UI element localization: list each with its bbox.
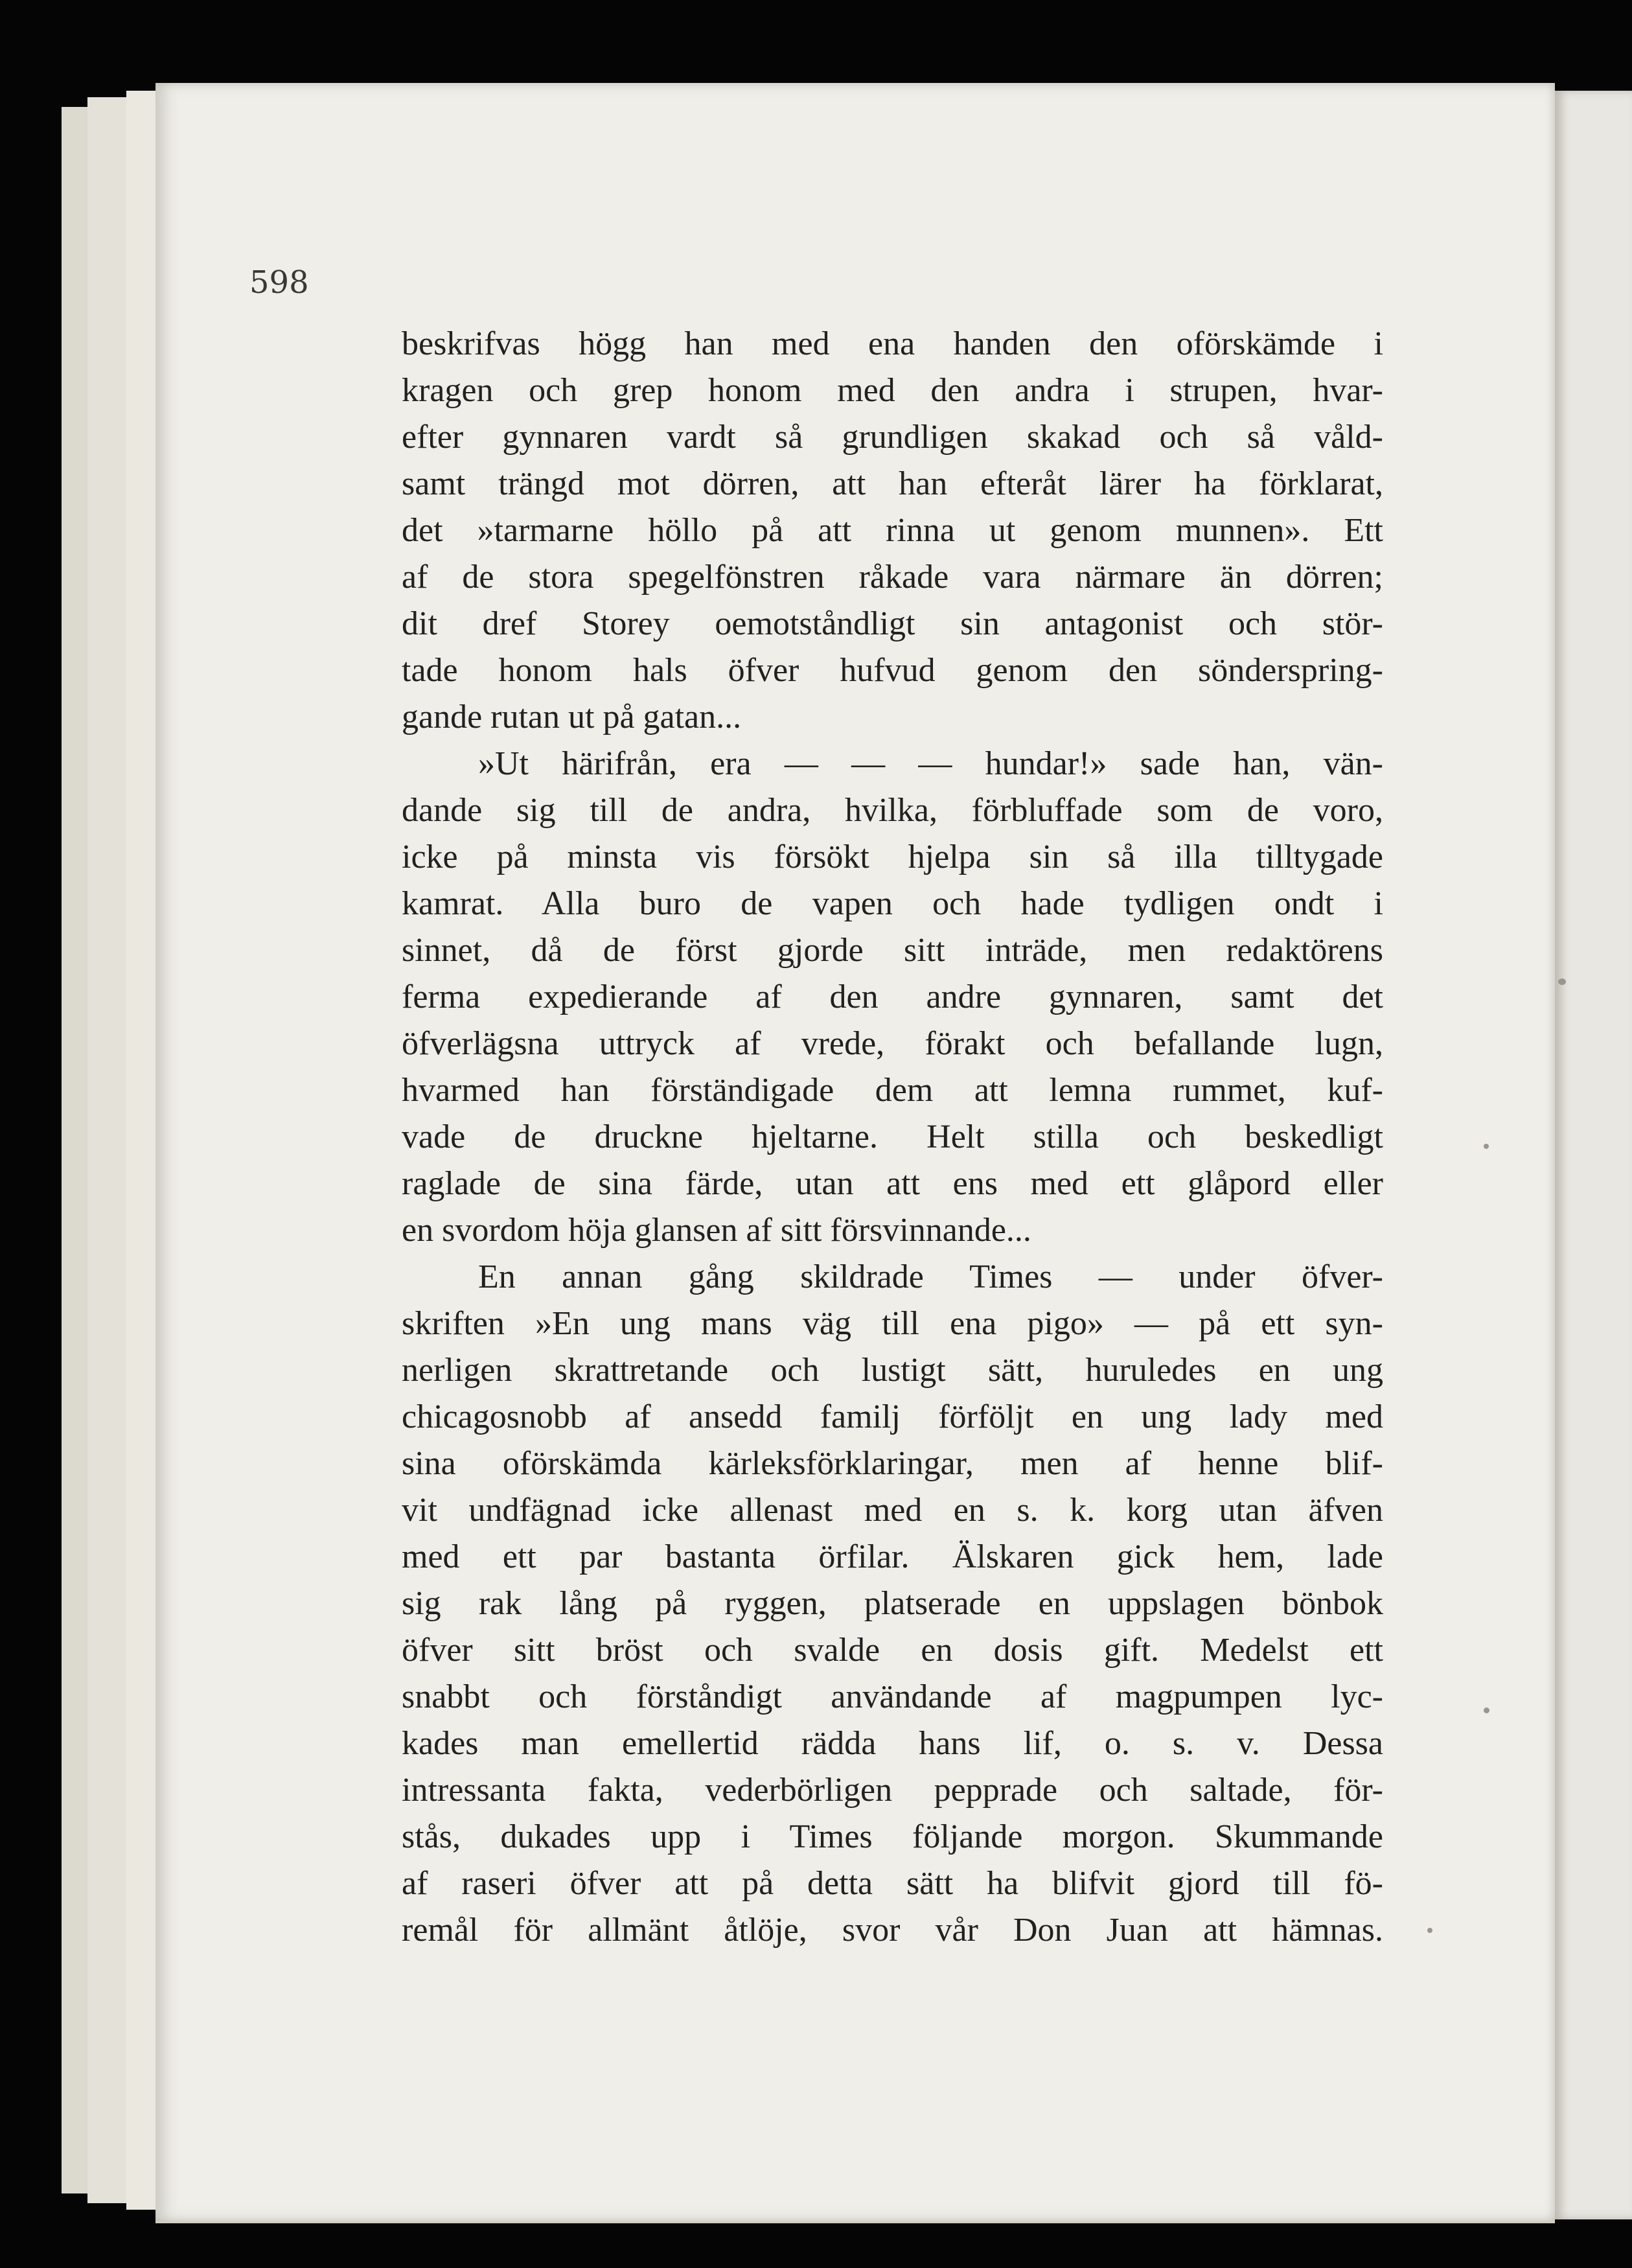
text-line: intressanta fakta, vederbörligen pepprade och saltade, för-	[402, 1772, 1383, 1809]
text-line: icke på minsta vis försökt hjelpa sin så illa tilltygade	[402, 839, 1383, 875]
text-line: nerligen skrattretande och lustigt sätt, huruledes en ung	[402, 1352, 1383, 1389]
text-line: remål för allmänt åtlöje, svor vår Don Juan att hämnas.	[402, 1912, 1383, 1949]
text-line: stås, dukades upp i Times följande morgon. Skummande	[402, 1818, 1383, 1855]
text-line: sig rak lång på ryggen, platserade en uppslagen bönbok	[402, 1585, 1383, 1622]
text-line: chicagosnobb af ansedd familj förföljt en ung lady med	[402, 1398, 1383, 1435]
text-line: beskrifvas högg han med ena handen den oförskämde i	[402, 325, 1383, 362]
page-edge-left-middle	[87, 97, 128, 2203]
paper-speck	[1484, 1144, 1489, 1149]
page-edge-left-outer	[62, 107, 89, 2193]
body-text	[402, 321, 1383, 1954]
text-line: sina oförskämda kärleksförklaringar, men af henne blif-	[402, 1445, 1383, 1482]
paper-speck	[1427, 1928, 1432, 1933]
text-line: kades man emellertid rädda hans lif, o. s. v. Dessa	[402, 1725, 1383, 1762]
text-line: samt trängd mot dörren, att han efteråt lärer ha förklarat,	[402, 465, 1383, 502]
text-line: »Ut härifrån, era — — — hundar!» sade han, vän-	[478, 745, 1383, 782]
text-line: vit undfägnad icke allenast med en s. k. korg utan äfven	[402, 1492, 1383, 1529]
text-line: öfverlägsna uttryck af vrede, förakt och befallande lugn,	[402, 1025, 1383, 1062]
page-edge-left-inner	[126, 91, 157, 2210]
paper-speck	[1558, 978, 1566, 985]
text-line: kragen och grep honom med den andra i strupen, hvar-	[402, 372, 1383, 409]
text-line: hvarmed han förständigade dem att lemna rummet, kuf-	[402, 1072, 1383, 1109]
text-line: tade honom hals öfver hufvud genom den sönderspring-	[402, 652, 1383, 689]
text-line: efter gynnaren vardt så grundligen skakad och så våld-	[402, 419, 1383, 456]
text-line: raglade de sina färde, utan att ens med ett glåpord eller	[402, 1165, 1383, 1202]
text-line: dande sig till de andra, hvilka, förbluffade som de voro,	[402, 792, 1383, 829]
text-line: vade de druckne hjeltarne. Helt stilla och beskedligt	[402, 1118, 1383, 1155]
text-line: med ett par bastanta örfilar. Älskaren gick hem, lade	[402, 1538, 1383, 1575]
text-line: dit dref Storey oemotståndligt sin antagonist och stör-	[402, 605, 1383, 642]
text-line: af raseri öfver att på detta sätt ha blifvit gjord till fö-	[402, 1865, 1383, 1902]
text-line: öfver sitt bröst och svalde en dosis gift. Medelst ett	[402, 1632, 1383, 1669]
text-line: en svordom höja glansen af sitt försvinnande...	[402, 1212, 1031, 1249]
text-line: snabbt och förståndigt användande af magpumpen lyc-	[402, 1678, 1383, 1715]
text-line: det »tarmarne höllo på att rinna ut genom munnen». Ett	[402, 512, 1383, 549]
text-line: gande rutan ut på gatan...	[402, 699, 742, 735]
text-line: sinnet, då de först gjorde sitt inträde, men redaktörens	[402, 932, 1383, 969]
text-line: kamrat. Alla buro de vapen och hade tydligen ondt i	[402, 885, 1383, 922]
text-line: af de stora spegelfönstren råkade vara närmare än dörren;	[402, 559, 1383, 596]
text-line: En annan gång skildrade Times — under öfver-	[478, 1258, 1383, 1295]
text-line: skriften »En ung mans väg till ena pigo» — på ett syn-	[402, 1305, 1383, 1342]
paper-speck	[1484, 1707, 1489, 1713]
text-line: ferma expedierande af den andre gynnaren, samt det	[402, 978, 1383, 1015]
page-number: 598	[249, 264, 309, 301]
following-page-edge	[1555, 91, 1632, 2219]
